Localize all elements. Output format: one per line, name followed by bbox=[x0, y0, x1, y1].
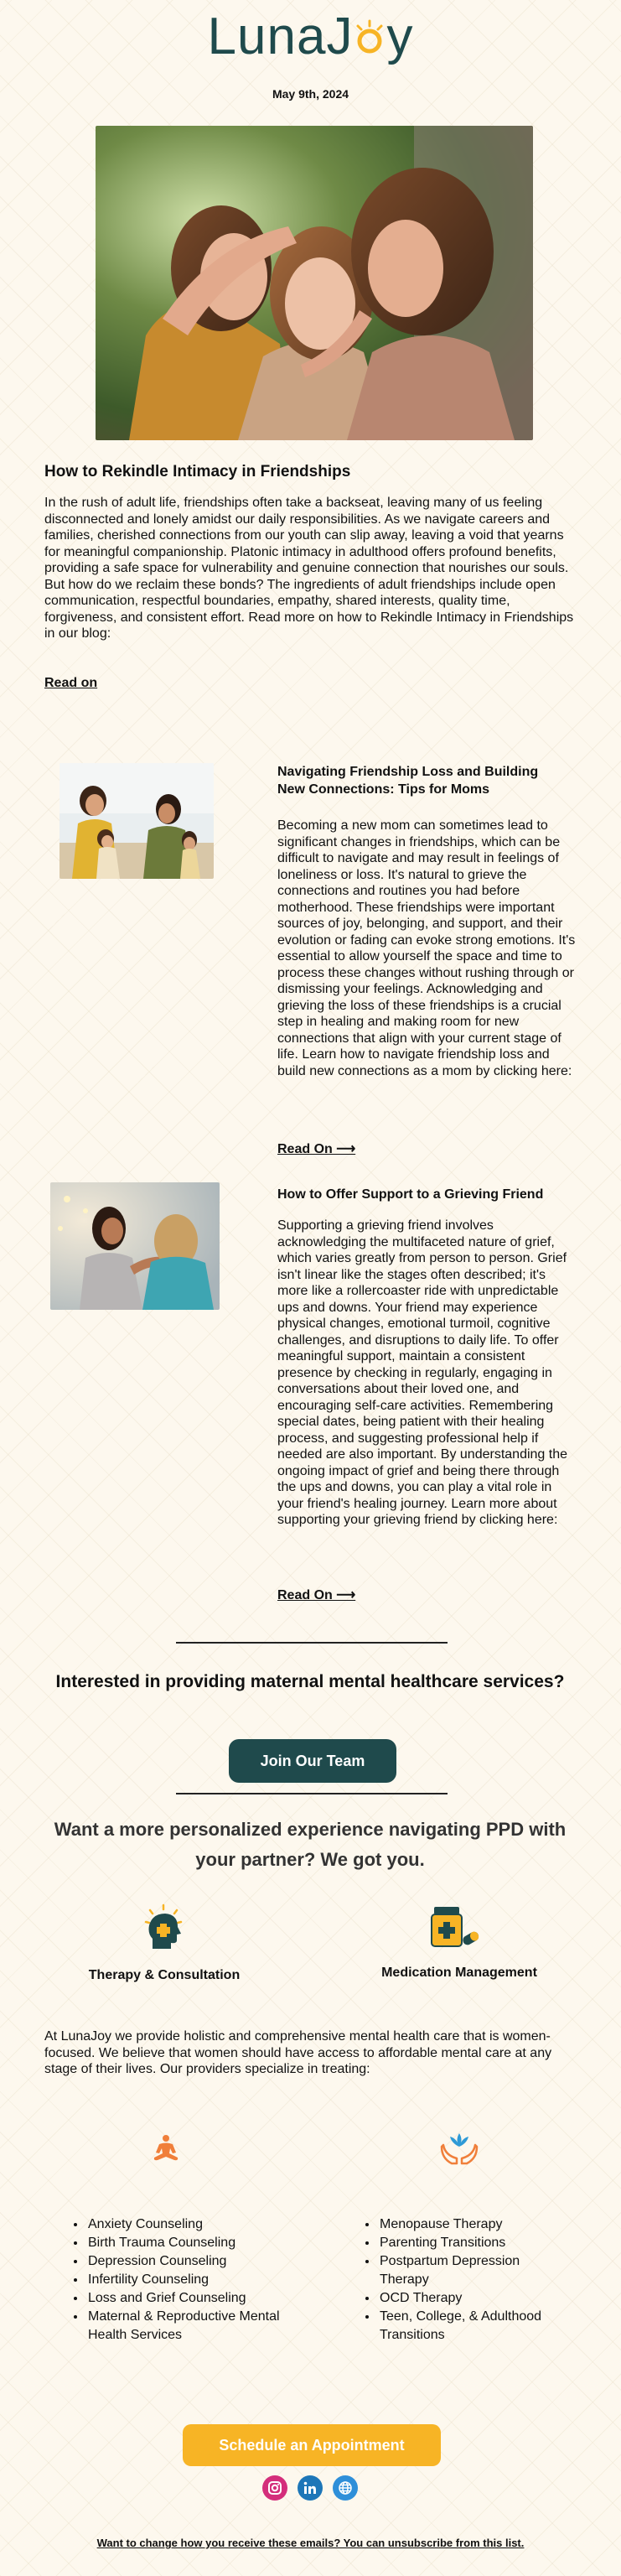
specialty-item: • Postpartum Depression Therapy bbox=[378, 2252, 569, 2289]
lunajoy-logo[interactable] bbox=[0, 3, 621, 70]
issue-date: May 9th, 2024 bbox=[272, 87, 349, 101]
hands-holding-lotus-icon bbox=[440, 2130, 479, 2169]
article-2-read-on-link[interactable]: Read On ⟶ bbox=[277, 1588, 356, 1602]
hero-image-three-friends-hugging bbox=[96, 126, 533, 440]
section-divider-top bbox=[176, 1642, 448, 1644]
section-divider-bottom bbox=[176, 1793, 448, 1794]
careers-headline: Interested in providing maternal mental healthcare services? bbox=[55, 1672, 565, 1691]
specialty-item: • Anxiety Counseling bbox=[86, 2215, 286, 2234]
join-our-team-button[interactable]: Join Our Team bbox=[229, 1739, 396, 1783]
feature-body: In the rush of adult life, friendships often take a backseat, leaving many of us feeling disconnected and lonely amidst our daily responsibilities. As we navigate careers and families, cherished connections from our youth can slip away, leaving a void that yearns for meaningful companionship. Platonic intimacy in adulthood offers profound benefits, providing a safe space for vulnerability and genuine connection that nourishes our souls. But how do we reclaim these bonds? The ingredients of adult friendships include open communication, respectful boundaries, empathy, shared interests, quality time, forgiveness, and consistent effort. Read more on how to Rekindle Intimacy in Friendships in our blog: bbox=[44, 496, 574, 641]
specialty-item: • Parenting Transitions bbox=[378, 2234, 569, 2252]
unsubscribe-link[interactable]: Want to change how you receive these emails? You can unsubscribe from this list. bbox=[96, 2537, 525, 2549]
article-2-body: Supporting a grieving friend involves acknowledging the multifaceted nature of grief, which varies greatly from person to person. Grief isn't linear like the stages often described; it's more like a rollercoaster ride with unpredictable ups and downs. Your friend may experience physical changes, emotional turmoil, cognitive challenges, and disruptions to daily life. To offer meaningful support, maintain a consistent presence by checking in regularly, engaging in conversations about their loved one, and encouraging self-care activities. Remembering special dates, being patient with their healing process, and suggesting professional help if needed are also important. By understanding the ongoing impact of grief and being there through the ups and downs, you can play a vital role in your friend's healing journey. Learn more about supporting your grieving friend by clicking here: bbox=[277, 1218, 568, 1527]
logo-text-end: y bbox=[386, 8, 414, 65]
specialties-list-right bbox=[360, 2215, 569, 2345]
article-2-title: How to Offer Support to a Grieving Friend bbox=[277, 1187, 544, 1202]
logo-text: LunaJ bbox=[207, 8, 354, 65]
specialty-item: • OCD Therapy bbox=[378, 2289, 569, 2308]
meditation-figure-icon bbox=[151, 2134, 181, 2167]
medication-management-label: Medication Management bbox=[381, 1966, 537, 1980]
head-with-plus-icon bbox=[142, 1903, 184, 1955]
feature-title: How to Rekindle Intimacy in Friendships bbox=[44, 463, 351, 480]
medication-bottle-icon bbox=[429, 1905, 481, 1953]
specialty-item: • Maternal & Reproductive Mental Health Services bbox=[86, 2308, 286, 2345]
website-globe-icon[interactable] bbox=[333, 2475, 358, 2501]
linkedin-icon[interactable] bbox=[298, 2475, 323, 2501]
specialty-item: • Teen, College, & Adulthood Transitions bbox=[378, 2308, 569, 2345]
unsubscribe-footer[interactable] bbox=[0, 2537, 621, 2549]
specialty-item: • Birth Trauma Counseling bbox=[86, 2234, 286, 2252]
article-1-read-on-link[interactable]: Read On ⟶ bbox=[277, 1142, 356, 1156]
sun-o-icon bbox=[353, 3, 386, 70]
specialties-list-left bbox=[68, 2215, 286, 2345]
specialty-item: • Infertility Counseling bbox=[86, 2271, 286, 2289]
services-intro: At LunaJoy we provide holistic and comprehensive mental health care that is women-focused. We believe that women should have access to affordable mental care at any stage of their lives. Our providers specialize in treating: bbox=[44, 2029, 552, 2076]
therapy-consultation-label: Therapy & Consultation bbox=[88, 1968, 241, 1982]
instagram-icon[interactable] bbox=[262, 2475, 287, 2501]
feature-read-on-link[interactable]: Read on bbox=[44, 676, 98, 690]
article-image-comforting-friend bbox=[50, 1182, 220, 1310]
specialty-item: • Depression Counseling bbox=[86, 2252, 286, 2271]
article-image-moms-and-kids bbox=[60, 763, 214, 879]
specialty-item: • Loss and Grief Counseling bbox=[86, 2289, 286, 2308]
article-1-title: Navigating Friendship Loss and Building New Connections: Tips for Moms bbox=[277, 765, 539, 797]
schedule-appointment-button[interactable]: Schedule an Appointment bbox=[183, 2424, 441, 2466]
services-headline: Want a more personalized experience navigating PPD with your partner? We got you. bbox=[54, 1819, 567, 1870]
article-1-body: Becoming a new mom can sometimes lead to significant changes in friendships, which can be difficult to navigate and may result in feelings of loneliness or loss. It's natural to grieve the connections and routines you had before motherhood. These friendships were important sources of joy, belonging, and support, and their evolution or fading can evoke strong emotions. It's essential to allow yourself the space and time to process these changes without rushing through or dismissing your feelings. Acknowledging and grieving the loss of these friendships is a crucial step in healing and making room for new connections that align with your current stage of life. Learn how to navigate friendship loss and build new connections as a mom by clicking here: bbox=[277, 818, 576, 1078]
specialty-item: • Menopause Therapy bbox=[378, 2215, 569, 2234]
